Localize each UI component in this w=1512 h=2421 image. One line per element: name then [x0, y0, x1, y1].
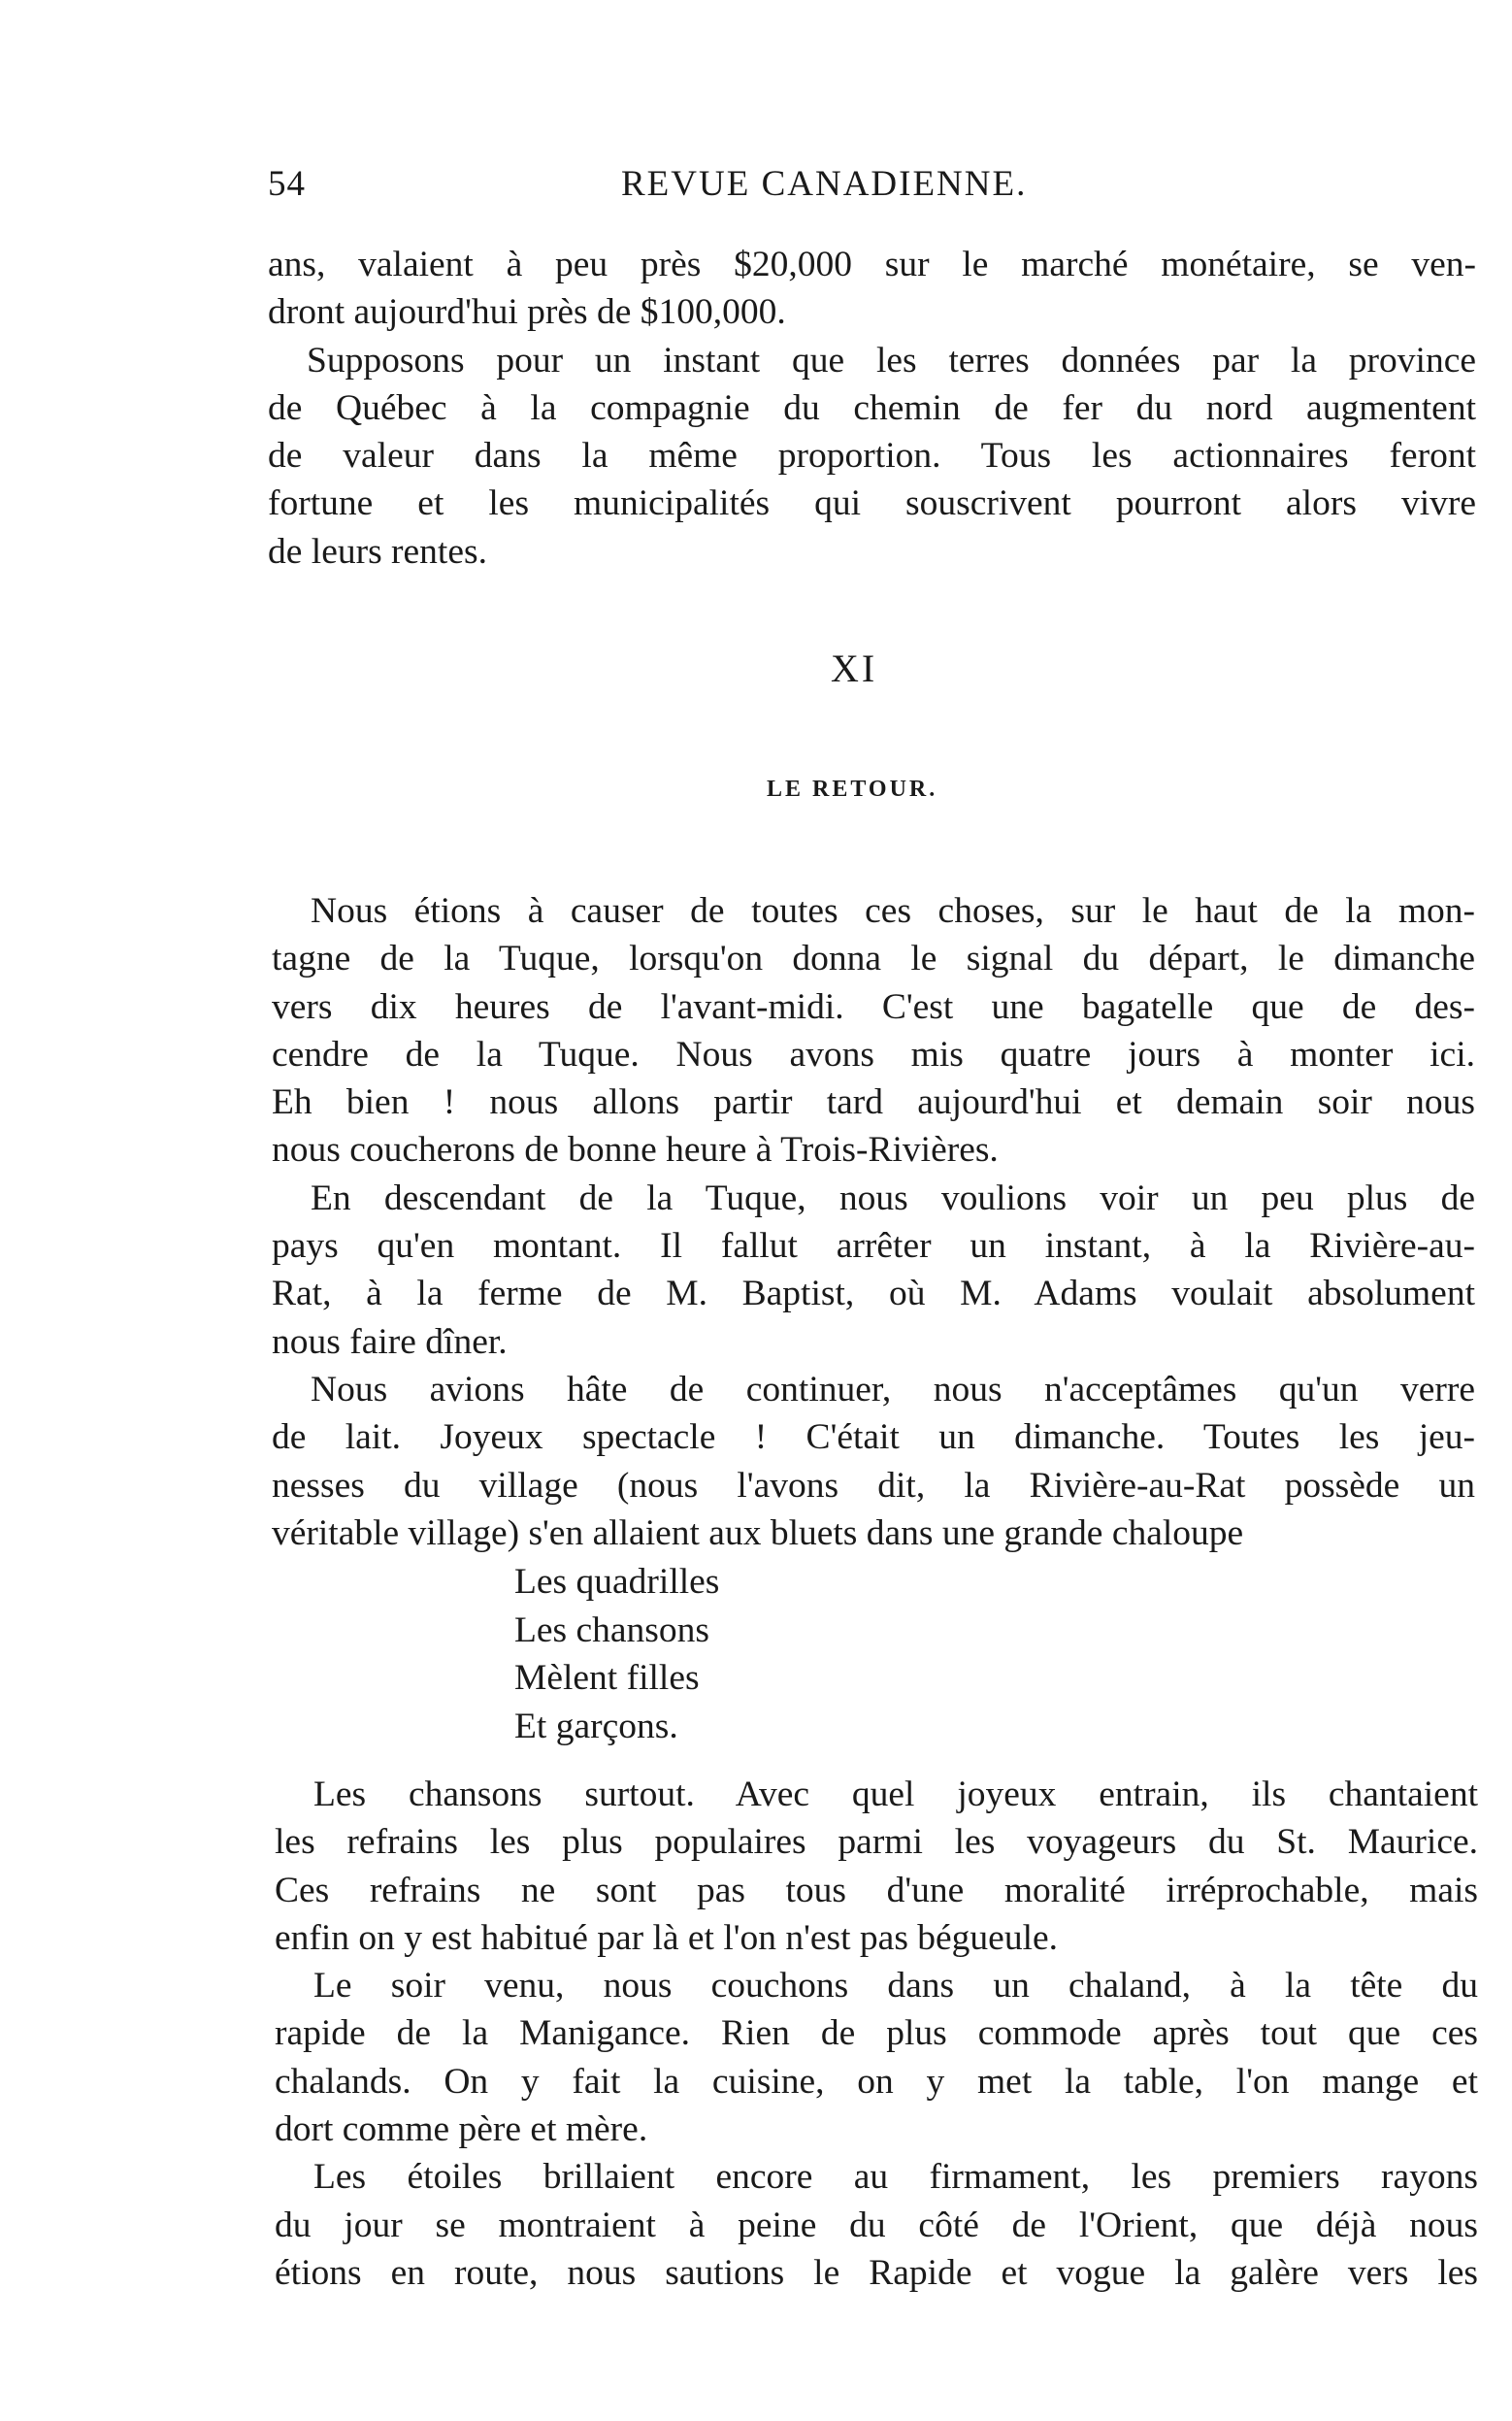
paragraph	[268, 241, 1476, 337]
text-line: de leurs rentes.	[268, 531, 487, 572]
text-line: Ces refrains ne sont pas tous d'une moralité irréprochable, mais	[275, 1870, 1478, 1910]
journal-title: REVUE CANADIENNE.	[621, 164, 1028, 204]
text-line: chalands. On y fait la cuisine, on y met la table, l'on mange et	[275, 2061, 1478, 2102]
text-line: Nous avions hâte de continuer, nous n'acceptâmes qu'un verre	[311, 1369, 1475, 1409]
text-line: du jour se montraient à peine du côté de l'Orient, que déjà nous	[275, 2205, 1478, 2245]
text-line: Le soir venu, nous couchons dans un chaland, à la tête du	[313, 1966, 1478, 2006]
text-line: de lait. Joyeux spectacle ! C'était un dimanche. Toutes les jeu-	[272, 1417, 1475, 1458]
intro-text	[268, 241, 1476, 576]
paragraph	[268, 337, 1476, 576]
text-line: vers dix heures de l'avant-midi. C'est une bagatelle que de des-	[272, 986, 1475, 1027]
text-line: En descendant de la Tuque, nous voulions voir un peu plus de	[311, 1177, 1475, 1218]
paragraph	[275, 1962, 1478, 2153]
text-line: ans, valaient à peu près $20,000 sur le marché monétaire, se ven-	[268, 245, 1476, 284]
text-line: dront aujourd'hui près de $100,000.	[268, 292, 786, 333]
text-line: enfin on y est habitué par là et l'on n'est pas bégueule.	[275, 1917, 1059, 1958]
paragraph	[275, 2153, 1478, 2297]
poem-line: Les quadrilles	[514, 1562, 720, 1602]
text-line: Supposons pour un instant que les terres données par la province	[307, 340, 1476, 381]
poem-line: Et garçons.	[514, 1706, 678, 1746]
text-line: les refrains les plus populaires parmi les voyageurs du St. Maurice.	[275, 1822, 1478, 1863]
poem-stanza	[514, 1558, 719, 1750]
text-line: de valeur dans la même proportion. Tous les actionnaires feront	[268, 436, 1476, 477]
paragraph	[272, 1175, 1475, 1366]
page-number: 54	[268, 164, 306, 204]
body-text-after-poem	[275, 1771, 1478, 2297]
text-line: Nous étions à causer de toutes ces choses, sur le haut de la mon-	[311, 891, 1475, 931]
text-line: nous coucherons de bonne heure à Trois-Rivières.	[272, 1130, 999, 1171]
text-line: nesses du village (nous l'avons dit, la Rivière-au-Rat possède un	[272, 1465, 1475, 1506]
text-line: de Québec à la compagnie du chemin de fer du nord augmentent	[268, 387, 1476, 428]
section-number: XI	[831, 647, 878, 690]
text-line: véritable village) s'en allaient aux bluets dans une grande chaloupe	[272, 1512, 1244, 1553]
text-line: cendre de la Tuque. Nous avons mis quatre jours à monter ici.	[272, 1034, 1475, 1075]
text-line: Rat, à la ferme de M. Baptist, où M. Adams voulait absolument	[272, 1274, 1475, 1314]
poem-line: Mèlent filles	[514, 1658, 700, 1698]
paragraph	[272, 1366, 1475, 1557]
text-line: Les étoiles brillaient encore au firmament, les premiers rayons	[313, 2157, 1478, 2198]
text-line: étions en route, nous sautions le Rapide et vogue la galère vers les	[275, 2252, 1478, 2293]
text-line: nous faire dîner.	[272, 1321, 508, 1362]
paragraph	[272, 887, 1475, 1175]
text-line: Les chansons surtout. Avec quel joyeux entrain, ils chantaient	[313, 1774, 1478, 1814]
section-title: LE RETOUR.	[767, 777, 938, 802]
text-line: dort comme père et mère.	[275, 2109, 648, 2150]
paragraph	[275, 1771, 1478, 1962]
text-line: fortune et les municipalités qui souscrivent pourront alors vivre	[268, 483, 1476, 524]
running-header	[268, 163, 1471, 212]
text-line: Eh bien ! nous allons partir tard aujourd'hui et demain soir nous	[272, 1082, 1475, 1123]
text-line: tagne de la Tuque, lorsqu'on donna le signal du départ, le dimanche	[272, 939, 1475, 979]
body-text-before-poem	[272, 887, 1475, 1557]
poem-line: Les chansons	[514, 1609, 709, 1650]
text-line: pays qu'en montant. Il fallut arrêter un instant, à la Rivière-au-	[272, 1226, 1475, 1267]
text-line: rapide de la Manigance. Rien de plus commode après tout que ces	[275, 2013, 1478, 2054]
